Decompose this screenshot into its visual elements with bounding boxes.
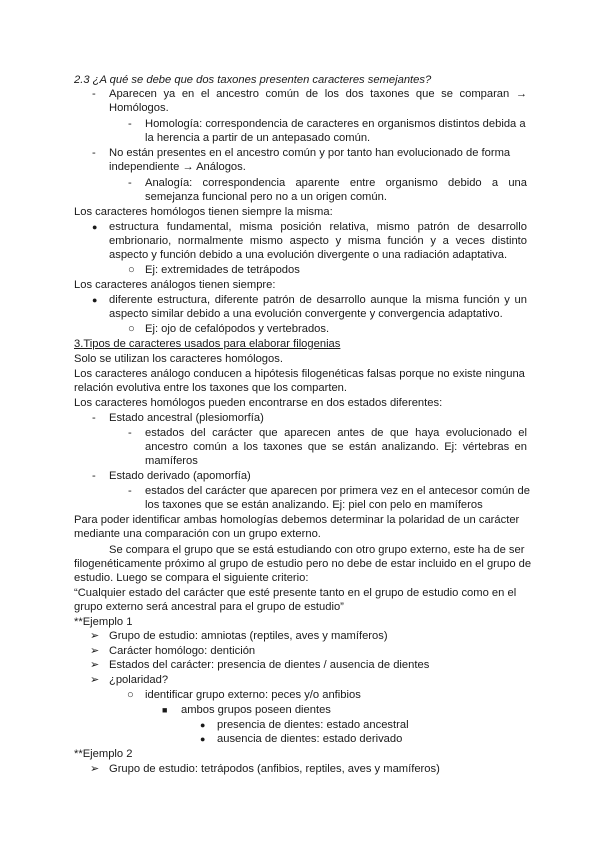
example-heading: **Ejemplo 1 xyxy=(74,616,133,628)
circle-marker: ○ xyxy=(128,264,135,276)
bullet-marker: ● xyxy=(92,295,98,305)
dash-marker: - xyxy=(92,412,96,424)
paragraph-line: Estado ancestral (plesiomorfía) xyxy=(109,412,264,424)
quote-line: “Cualquier estado del carácter que esté presente tanto en el grupo de estudio como en el xyxy=(74,587,517,599)
arrow-marker: ➢ xyxy=(90,659,100,671)
paragraph-line: ancestro común a los taxones que se están analizando. Ej: vértebras en xyxy=(145,441,527,453)
square-marker: ■ xyxy=(162,705,168,715)
paragraph-line: Analogía: correspondencia aparente entre organismo debido a una xyxy=(145,177,527,189)
paragraph-line: Solo se utilizan los caracteres homólogos. xyxy=(74,353,283,365)
circle-marker: ○ xyxy=(127,689,134,701)
dash-marker: - xyxy=(92,470,96,482)
section-heading-3: 3.Tipos de caracteres usados para elaborar filogenias xyxy=(74,338,341,350)
arrow-marker: ➢ xyxy=(90,674,100,686)
paragraph-line: Los caracteres análogos tienen siempre: xyxy=(74,279,276,291)
paragraph-line: Para poder identificar ambas homologías debemos determinar la polaridad de un carácter xyxy=(74,514,520,526)
quote-line: grupo externo será ancestral para el grupo de estudio” xyxy=(74,601,344,613)
paragraph-line: los taxones que se están analizando. Ej: piel con pelo en mamíferos xyxy=(145,499,483,511)
example-heading: **Ejemplo 2 xyxy=(74,748,133,760)
paragraph-line: Se compara el grupo que se está estudiando con otro grupo externo, este ha de ser xyxy=(109,544,525,556)
paragraph-line: identificar grupo externo: peces y/o anfibios xyxy=(145,689,361,701)
dash-marker: - xyxy=(128,485,132,497)
paragraph-line: aspecto y función debido a una evolución divergente o una radiación adaptativa. xyxy=(109,249,508,261)
paragraph-line: Homología: correspondencia de caracteres en organismos distintos debida a xyxy=(145,118,526,130)
paragraph-line: estados del carácter que aparecen por primera vez en el antecesor común de xyxy=(145,485,530,497)
dash-marker: - xyxy=(92,88,96,100)
paragraph-line: Estado derivado (apomorfía) xyxy=(109,470,251,482)
dash-marker: - xyxy=(128,177,132,189)
paragraph-line: la herencia a partir de un antepasado común. xyxy=(145,132,371,144)
paragraph-line: semejanza funcional pero no a un origen común. xyxy=(145,191,387,203)
paragraph-line: filogenéticamente próximo al grupo de estudio pero no debe de estar incluido en el grupo de xyxy=(74,558,532,570)
paragraph-line: Los caracteres homólogos pueden encontrarse en dos estados diferentes: xyxy=(74,397,443,409)
paragraph-line: embrionario, normalmente mismo aspecto y misma función y a veces distinto xyxy=(109,235,527,247)
bullet-marker: ● xyxy=(200,734,206,744)
paragraph-line: diferente estructura, diferente patrón de desarrollo aunque la misma función y un xyxy=(109,294,527,306)
paragraph-line: presencia de dientes: estado ancestral xyxy=(217,719,409,731)
section-heading-2-3: 2.3 ¿A qué se debe que dos taxones presenten caracteres semejantes? xyxy=(74,74,432,86)
paragraph-line: ambos grupos poseen dientes xyxy=(181,704,331,716)
arrow-marker: ➢ xyxy=(90,763,100,775)
paragraph-line: Carácter homólogo: dentición xyxy=(109,645,256,657)
paragraph-line: Ej: ojo de cefalópodos y vertebrados. xyxy=(145,323,330,335)
paragraph-line: No están presentes en el ancestro común y por tanto han evolucionado de forma xyxy=(109,147,511,159)
paragraph-line: independiente → Análogos. xyxy=(109,161,246,173)
paragraph-line: estados del carácter que aparecen antes de que haya evolucionado el xyxy=(145,427,527,439)
paragraph-line: aspecto similar debido a una evolución convergente y convergencia adaptativo. xyxy=(109,308,503,320)
paragraph-line: Grupo de estudio: amniotas (reptiles, aves y mamíferos) xyxy=(109,630,388,642)
paragraph-line: Homólogos. xyxy=(109,102,169,114)
paragraph-line: Aparecen ya en el ancestro común de los dos taxones que se comparan → xyxy=(109,88,527,100)
circle-marker: ○ xyxy=(128,323,135,335)
paragraph-line: mamíferos xyxy=(145,455,198,467)
arrow-marker: ➢ xyxy=(90,645,100,657)
paragraph-line: Los caracteres análogo conducen a hipótesis filogenéticas falsas porque no existe ninguna xyxy=(74,368,525,380)
dash-marker: - xyxy=(92,147,96,159)
paragraph-line: Grupo de estudio: tetrápodos (anfibios, reptiles, aves y mamíferos) xyxy=(109,763,440,775)
dash-marker: - xyxy=(128,427,132,439)
paragraph-line: Los caracteres homólogos tienen siempre la misma: xyxy=(74,206,333,218)
paragraph-line: Estados del carácter: presencia de dientes / ausencia de dientes xyxy=(109,659,430,671)
paragraph-line: relación evolutiva entre los taxones que los comparten. xyxy=(74,382,348,394)
paragraph-line: estructura fundamental, misma posición relativa, mismo patrón de desarrollo xyxy=(109,221,527,233)
paragraph-line: ¿polaridad? xyxy=(109,674,169,686)
bullet-marker: ● xyxy=(200,720,206,730)
arrow-marker: ➢ xyxy=(90,630,100,642)
dash-marker: - xyxy=(128,118,132,130)
paragraph-line: Ej: extremidades de tetrápodos xyxy=(145,264,300,276)
paragraph-line: ausencia de dientes: estado derivado xyxy=(217,733,403,745)
paragraph-line: estudio. Luego se compara el siguiente criterio: xyxy=(74,572,309,584)
paragraph-line: mediante una comparación con un grupo externo. xyxy=(74,528,321,540)
bullet-marker: ● xyxy=(92,222,98,232)
